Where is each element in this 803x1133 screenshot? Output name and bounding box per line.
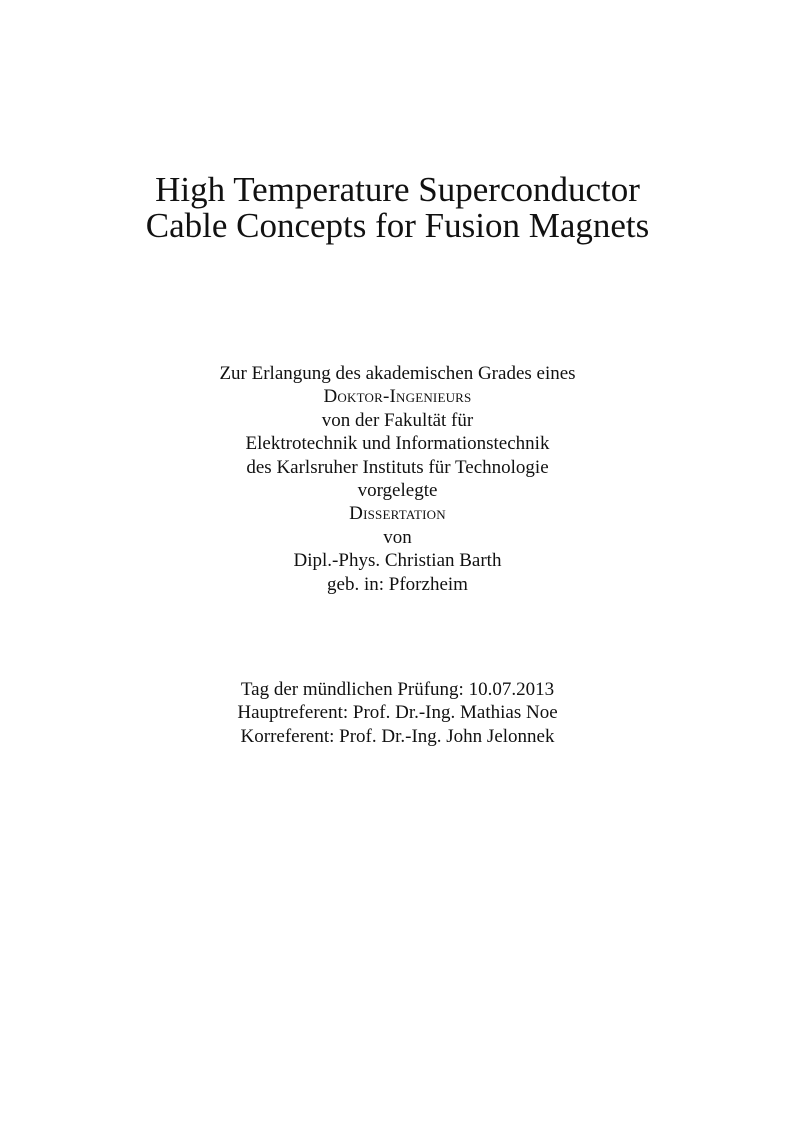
work-type: Dissertation xyxy=(349,503,446,525)
faculty-prefix: von der Fakultät für xyxy=(321,409,474,431)
degree-intro: Zur Erlangung des akademischen Grades eines xyxy=(219,363,576,384)
main-referee: Hauptreferent: Prof. Dr.-Ing. Mathias Noe xyxy=(237,702,558,724)
degree-name: Doktor-Ingenieurs xyxy=(323,386,472,408)
author-name: Dipl.-Phys. Christian Barth xyxy=(293,550,502,572)
faculty-name: Elektrotechnik und Informationstechnik xyxy=(245,433,550,455)
institute-name: des Karlsruher Instituts für Technologie xyxy=(246,456,549,478)
submitted-label: vorgelegte xyxy=(357,480,438,502)
thesis-title xyxy=(0,172,795,244)
co-referee: Korreferent: Prof. Dr.-Ing. John Jelonnek xyxy=(240,725,555,747)
thesis-title-line-2: Cable Concepts for Fusion Magnets xyxy=(145,206,650,245)
examination-info xyxy=(0,678,795,748)
exam-date: Tag der mündlichen Prüfung: 10.07.2013 xyxy=(240,679,555,700)
by-label: von xyxy=(383,526,412,548)
degree-statement xyxy=(0,362,795,596)
author-birthplace: geb. in: Pforzheim xyxy=(327,573,468,595)
thesis-title-line-1: High Temperature Superconductor xyxy=(155,170,640,209)
